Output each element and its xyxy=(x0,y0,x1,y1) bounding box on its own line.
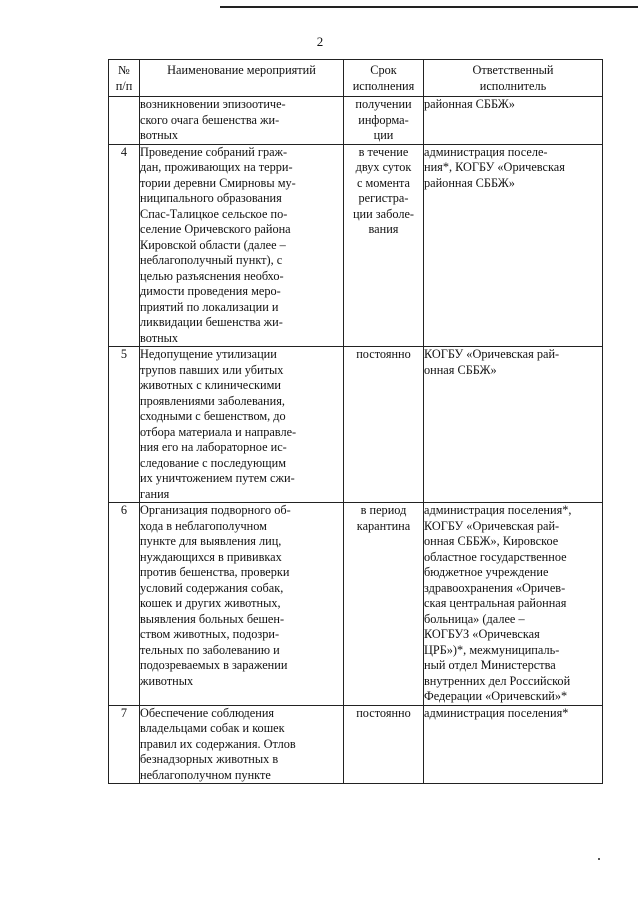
text-line: администрация поселе- xyxy=(424,144,548,159)
row-number-cell: 6 xyxy=(109,503,140,706)
text-line: КОГБУ «Оричевская рай- xyxy=(424,347,560,361)
measure-name-cell xyxy=(140,503,344,706)
measure-name-cell xyxy=(140,705,344,784)
header-num: № п/п xyxy=(109,60,140,97)
text-line: больница» (далее – xyxy=(424,611,525,626)
text-line: следование с последующим xyxy=(140,455,286,470)
text-line: отбора материала и направле- xyxy=(140,424,297,439)
measure-name-cell xyxy=(140,97,344,145)
responsible-cell xyxy=(424,503,603,706)
text-line: условий содержания собак, xyxy=(140,580,284,595)
scan-speck xyxy=(598,858,600,860)
row-number-cell: 7 xyxy=(109,705,140,784)
text-line: ции заболе- xyxy=(352,206,415,221)
text-line: вотных xyxy=(140,128,179,142)
text-line: районная СББЖ» xyxy=(424,97,515,111)
table-row xyxy=(109,144,603,347)
text-line: сходными с бешенством, до xyxy=(140,409,286,423)
text-line: регистра- xyxy=(358,191,409,205)
table-row xyxy=(109,347,603,503)
table-row xyxy=(109,503,603,706)
text-line: бюджетное учреждение xyxy=(424,565,549,579)
text-line: КОГБУ «Оричевская рай- xyxy=(424,518,560,533)
text-line: КОГБУЗ «Оричевская xyxy=(424,627,540,641)
measure-name-cell xyxy=(140,144,344,347)
text-line: здравоохранения «Оричев- xyxy=(424,580,566,595)
text-line: ством животных, подозри- xyxy=(140,627,280,641)
text-line: Кировской области (далее – xyxy=(140,237,286,252)
text-line: ния его на лабораторное ис- xyxy=(140,440,287,454)
term-cell xyxy=(344,144,424,347)
text-line: вания xyxy=(368,222,399,236)
text-line: Обеспечение соблюдения xyxy=(140,705,275,720)
text-line: животных xyxy=(140,673,194,688)
text-line: постоянно xyxy=(356,347,411,361)
text-line: неблагополучный пункт), с xyxy=(140,253,283,267)
text-line: внутренних дел Российской xyxy=(424,673,571,688)
header-term: Срок исполнения xyxy=(344,60,424,97)
text-line: приятий по локализации и xyxy=(140,299,279,314)
text-line: трупов павших или убитых xyxy=(140,362,284,377)
text-line: димости проведения меро- xyxy=(140,284,281,298)
table-header-row xyxy=(109,60,603,97)
text-line: в течение xyxy=(358,144,409,159)
text-line: с момента xyxy=(356,175,411,190)
measures-table xyxy=(108,59,603,784)
text-line: администрация поселения* xyxy=(424,705,569,720)
text-line: ный отдел Министерства xyxy=(424,658,556,672)
scan-edge-line xyxy=(220,6,638,8)
text-line: пункте для выявления лиц, xyxy=(140,534,282,548)
text-line: хода в неблагополучном xyxy=(140,518,267,533)
text-line: областное государственное xyxy=(424,549,567,564)
table-row xyxy=(109,97,603,145)
text-line: гания xyxy=(140,486,170,501)
text-line: дан, проживающих на терри- xyxy=(140,160,293,174)
text-line: администрация поселения*, xyxy=(424,503,572,517)
page-number: 2 xyxy=(316,34,324,49)
text-line: ликвидации бешенства жи- xyxy=(140,315,283,329)
text-line: Проведение собраний граж- xyxy=(140,144,288,159)
text-line: их уничтожением путем сжи- xyxy=(140,471,295,485)
header-responsible: Ответственный исполнитель xyxy=(424,60,603,97)
header-name: Наименование мероприятий xyxy=(140,60,344,97)
text-line: тельных по заболеванию и xyxy=(140,642,280,657)
text-line: двух суток xyxy=(355,160,412,174)
responsible-cell xyxy=(424,347,603,503)
text-line: ции xyxy=(373,128,394,142)
responsible-cell xyxy=(424,97,603,145)
responsible-cell xyxy=(424,705,603,784)
text-line: Федерации «Оричевский»* xyxy=(424,689,568,703)
responsible-cell xyxy=(424,144,603,347)
text-line: подозреваемых в заражении xyxy=(140,658,288,672)
text-line: проявлениями заболевания, xyxy=(140,393,285,408)
text-line: ЦРБ»)*, межмуниципаль- xyxy=(424,642,560,657)
text-line: онная СББЖ», Кировское xyxy=(424,534,559,548)
measure-name-cell xyxy=(140,347,344,503)
text-line: Недопущение утилизации xyxy=(140,347,277,361)
text-line: животных с клиническими xyxy=(140,378,281,392)
text-line: возникновении эпизоотиче- xyxy=(140,97,286,111)
text-line: Спас-Талицкое сельское по- xyxy=(140,206,288,221)
text-line: постоянно xyxy=(356,705,411,720)
row-number-cell xyxy=(109,97,140,145)
text-line: неблагополучном пункте xyxy=(140,767,271,782)
text-line: ниципального образования xyxy=(140,191,282,205)
text-line: онная СББЖ» xyxy=(424,362,497,377)
text-line: безнадзорных животных в xyxy=(140,752,279,766)
term-cell xyxy=(344,347,424,503)
text-line: владельцами собак и кошек xyxy=(140,721,285,735)
text-line: карантина xyxy=(356,518,411,533)
text-line: получении xyxy=(355,97,412,111)
term-cell xyxy=(344,705,424,784)
text-line: против бешенства, проверки xyxy=(140,565,290,579)
text-line: информа- xyxy=(358,112,409,127)
row-number-cell: 4 xyxy=(109,144,140,347)
text-line: ского очага бешенства жи- xyxy=(140,112,280,127)
text-line: Организация подворного об- xyxy=(140,503,291,517)
text-line: выявления больных бешен- xyxy=(140,611,285,626)
text-line: кошек и других животных, xyxy=(140,596,281,610)
text-line: нуждающихся в прививках xyxy=(140,549,282,564)
text-line: тории деревни Смирновы му- xyxy=(140,175,296,190)
term-cell xyxy=(344,503,424,706)
term-cell xyxy=(344,97,424,145)
text-line: ния*, КОГБУ «Оричевская xyxy=(424,160,565,174)
text-line: целью разъяснения необхо- xyxy=(140,268,284,283)
text-line: в период xyxy=(360,503,407,517)
text-line: селение Оричевского района xyxy=(140,222,291,236)
row-number-cell: 5 xyxy=(109,347,140,503)
text-line: районная СББЖ» xyxy=(424,175,515,190)
text-line: правил их содержания. Отлов xyxy=(140,736,296,751)
text-line: вотных xyxy=(140,330,179,345)
text-line: ская центральная районная xyxy=(424,596,567,610)
table-row xyxy=(109,705,603,784)
